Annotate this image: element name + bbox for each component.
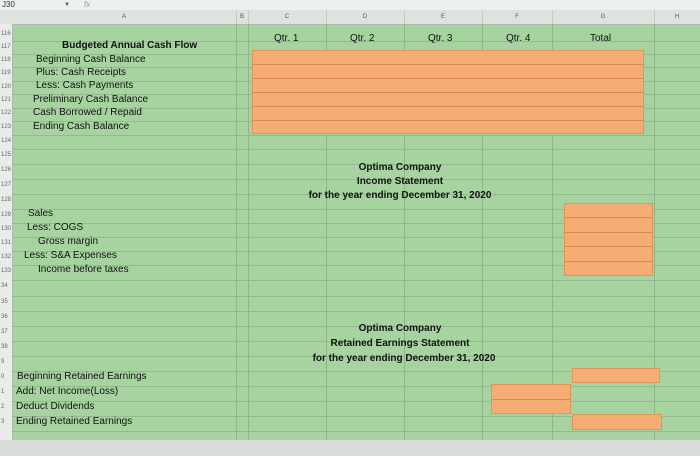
grid-line: [564, 232, 653, 233]
grid-line: [12, 135, 700, 136]
grid-line: [12, 149, 700, 150]
grid-line: [491, 399, 571, 400]
column-header-h[interactable]: H: [674, 14, 680, 20]
row-number[interactable]: 37: [1, 329, 8, 335]
row-number[interactable]: 0: [1, 374, 5, 380]
row-number[interactable]: 3: [1, 419, 5, 425]
row-number[interactable]: 127: [1, 182, 12, 188]
cash-flow-line: Plus: Cash Receipts: [36, 67, 127, 78]
grid-line: [654, 24, 655, 456]
row-number[interactable]: 129: [1, 212, 12, 218]
retained-earnings-company: Optima Company: [358, 323, 442, 334]
column-header-a[interactable]: A: [12, 10, 237, 24]
income-line: Gross margin: [38, 236, 99, 247]
row-number[interactable]: 117: [1, 44, 11, 50]
row-number[interactable]: 128: [1, 197, 12, 203]
chevron-down-icon[interactable]: ▼: [64, 2, 70, 8]
row-number[interactable]: 2: [1, 404, 5, 410]
income-line: Sales: [28, 208, 54, 219]
row-number[interactable]: 35: [1, 299, 8, 305]
grid-line: [252, 120, 644, 121]
cash-flow-line: Less: Cash Payments: [36, 80, 134, 91]
row-number[interactable]: 125: [1, 152, 12, 158]
income-statement-title: Income Statement: [356, 176, 444, 187]
header-qtr-1: Qtr. 1: [274, 33, 299, 44]
grid-line: [248, 24, 249, 456]
grid-line: [564, 261, 653, 262]
grid-line: [12, 401, 700, 402]
retained-line: Add: Net Income(Loss): [16, 386, 119, 397]
retained-line: Deduct Dividends: [16, 401, 95, 412]
grid-line: [252, 78, 644, 79]
row-number[interactable]: 131: [1, 240, 12, 246]
cash-flow-line: Preliminary Cash Balance: [33, 94, 149, 105]
income-statement-period: for the year ending December 31, 2020: [308, 190, 492, 201]
row-number[interactable]: 119: [1, 70, 11, 76]
column-header-b[interactable]: B: [236, 10, 249, 24]
name-box[interactable]: J30: [2, 0, 15, 9]
grid-line: [12, 311, 700, 312]
retained-earnings-title: Retained Earnings Statement: [330, 338, 470, 349]
column-header-row: [0, 10, 700, 25]
retained-line: Ending Retained Earnings: [16, 416, 133, 427]
grid-line: [12, 280, 700, 281]
income-line: Income before taxes: [38, 264, 129, 275]
row-number[interactable]: 120: [1, 84, 12, 90]
grid-line: [236, 24, 237, 456]
header-qtr-4: Qtr. 4: [506, 33, 531, 44]
row-number[interactable]: 116: [1, 31, 11, 37]
cash-flow-line: Ending Cash Balance: [33, 121, 130, 132]
grid-line: [12, 296, 700, 297]
fx-icon[interactable]: fx: [84, 0, 91, 9]
row-number[interactable]: 122: [1, 110, 12, 116]
retained-line: Beginning Retained Earnings: [17, 371, 147, 382]
row-number[interactable]: 133: [1, 268, 12, 274]
row-number[interactable]: 124: [1, 138, 12, 144]
income-input-range[interactable]: [564, 203, 653, 276]
grid-line: [252, 92, 644, 93]
row-number[interactable]: 130: [1, 226, 12, 232]
row-number[interactable]: 121: [1, 97, 12, 103]
column-header-d[interactable]: D: [326, 10, 405, 24]
grid-line: [564, 217, 653, 218]
row-header-column: [0, 24, 13, 456]
retained-ending-cell[interactable]: [572, 414, 662, 430]
retained-beginning-cell[interactable]: [572, 368, 660, 383]
row-number[interactable]: 118: [1, 57, 11, 63]
row-number[interactable]: 132: [1, 254, 12, 260]
row-number[interactable]: 123: [1, 124, 12, 130]
header-total: Total: [590, 33, 612, 44]
retained-earnings-period: for the year ending December 31, 2020: [312, 353, 496, 364]
cash-flow-title: Budgeted Annual Cash Flow: [62, 40, 198, 51]
grid-line: [564, 246, 653, 247]
income-line: Less: COGS: [27, 222, 84, 233]
sheet-bottom-strip: [0, 440, 700, 456]
row-number[interactable]: 126: [1, 167, 12, 173]
header-qtr-3: Qtr. 3: [428, 33, 453, 44]
column-header-c[interactable]: C: [248, 10, 327, 24]
row-number[interactable]: 36: [1, 314, 8, 320]
row-number[interactable]: 1: [1, 389, 5, 395]
cash-flow-line: Cash Borrowed / Repaid: [33, 107, 142, 118]
grid-line: [12, 431, 700, 432]
row-number[interactable]: 34: [1, 283, 8, 289]
column-header-e[interactable]: E: [404, 10, 483, 24]
income-line: Less: S&A Expenses: [24, 250, 117, 261]
row-number[interactable]: 9: [1, 359, 5, 365]
income-statement-company: Optima Company: [358, 162, 442, 173]
column-header-g[interactable]: G: [552, 10, 655, 24]
column-header-f[interactable]: F: [482, 10, 553, 24]
row-number[interactable]: 38: [1, 344, 8, 350]
cash-flow-line: Beginning Cash Balance: [36, 54, 146, 65]
grid-line: [252, 106, 644, 107]
header-qtr-2: Qtr. 2: [350, 33, 375, 44]
grid-line: [252, 64, 644, 65]
